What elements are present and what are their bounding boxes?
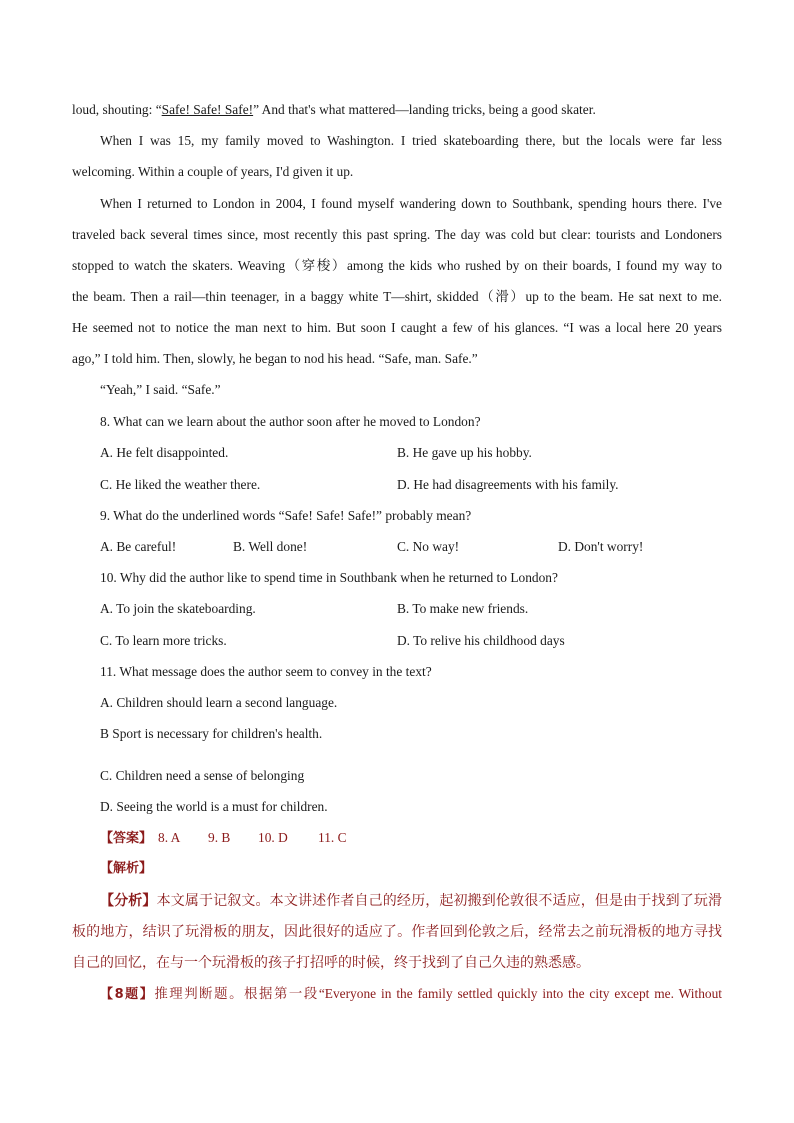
question-stem: 11. What message does the author seem to convey in the text?	[100, 664, 432, 679]
option-b: B. Well done!	[233, 539, 308, 554]
passage-line: welcoming. Within a couple of years, I'd given it up.	[72, 164, 354, 179]
passage-line: ago,” I told him. Then, slowly, he began to nod his head. “Safe, man. Safe.”	[72, 351, 478, 366]
analysis-line: 板的地方，结识了玩滑板的朋友，因此很好的适应了。作者回到伦敦之后，经常去之前玩滑板的地方寻找	[72, 924, 722, 940]
passage-line: the beam. Then a rail—thin teenager, in a baggy white T—shirt, skidded（滑）up to the beam. He sat next to me.	[72, 289, 722, 304]
question-stem: 10. Why did the author like to spend time in Southbank when he returned to London?	[100, 570, 558, 585]
option-d: D. Seeing the world is a must for children.	[100, 799, 328, 814]
option-d: D. To relive his childhood days	[397, 633, 565, 648]
analysis-line	[100, 892, 722, 910]
option-d: D. He had disagreements with his family.	[397, 477, 619, 492]
analysis-text: 推理判断题。根据第一段“Everyone in the family settled quickly into the city except me. Without	[154, 986, 722, 1001]
passage-line	[72, 101, 722, 119]
underlined-phrase: Safe! Safe! Safe!	[161, 102, 254, 117]
answer-item: 8. A	[158, 830, 181, 845]
option-a: A. To join the skateboarding.	[100, 601, 256, 616]
question-stem: 9. What do the underlined words “Safe! Safe! Safe!” probably mean?	[100, 508, 472, 523]
option-a: A. Children should learn a second language.	[100, 695, 338, 710]
passage-line: When I was 15, my family moved to Washington. I tried skateboarding there, but the locals were far less	[100, 133, 722, 148]
passage-text: loud, shouting: “	[72, 102, 162, 117]
option-a: A. He felt disappointed.	[100, 445, 229, 460]
question-stem: 8. What can we learn about the author soon after he moved to London?	[100, 414, 481, 429]
option-c: C. Children need a sense of belonging	[100, 768, 305, 783]
passage-line: He seemed not to notice the man next to him. But soon I caught a few of his glances. “I was a local here 20 years	[72, 320, 722, 335]
option-b: B. To make new friends.	[397, 601, 529, 616]
option-c: C. To learn more tricks.	[100, 633, 227, 648]
analysis-line	[100, 985, 722, 1004]
answer-item: 9. B	[208, 830, 231, 845]
answer-line	[100, 829, 152, 848]
passage-line: “Yeah,” I said. “Safe.”	[100, 382, 221, 397]
option-b: B Sport is necessary for children's health.	[100, 726, 323, 741]
passage-text: ” And that's what mattered—landing tricks, being a good skater.	[253, 102, 596, 117]
passage-line: When I returned to London in 2004, I found myself wandering down to Southbank, spending hours there. I've	[100, 196, 722, 211]
analysis-text: 本文属于记叙文。本文讲述作者自己的经历，起初搬到伦敦很不适应，但是由于找到了玩滑	[156, 893, 723, 909]
option-c: C. No way!	[397, 539, 460, 554]
option-a: A. Be careful!	[100, 539, 177, 554]
answer-item: 11. C	[318, 830, 347, 845]
passage-line: traveled back several times since, most recently this past spring. The day was cold but clear: tourists and Londoners	[72, 227, 722, 242]
fenxi-label: 【分析】	[100, 893, 157, 909]
passage-line: stopped to watch the skaters. Weaving（穿梭）among the kids who rushed by on their boards, I found my way to	[72, 258, 722, 273]
option-c: C. He liked the weather there.	[100, 477, 261, 492]
option-d: D. Don't worry!	[558, 539, 644, 554]
answer-item: 10. D	[258, 830, 288, 845]
q8-label: 【8题】	[100, 987, 155, 1002]
analysis-label: 【解析】	[100, 861, 153, 876]
analysis-line: 自己的回忆，在与一个玩滑板的孩子打招呼的时候，终于找到了自己久违的熟悉感。	[72, 955, 590, 971]
option-b: B. He gave up his hobby.	[397, 445, 532, 460]
answer-label: 【答案】	[100, 831, 153, 846]
